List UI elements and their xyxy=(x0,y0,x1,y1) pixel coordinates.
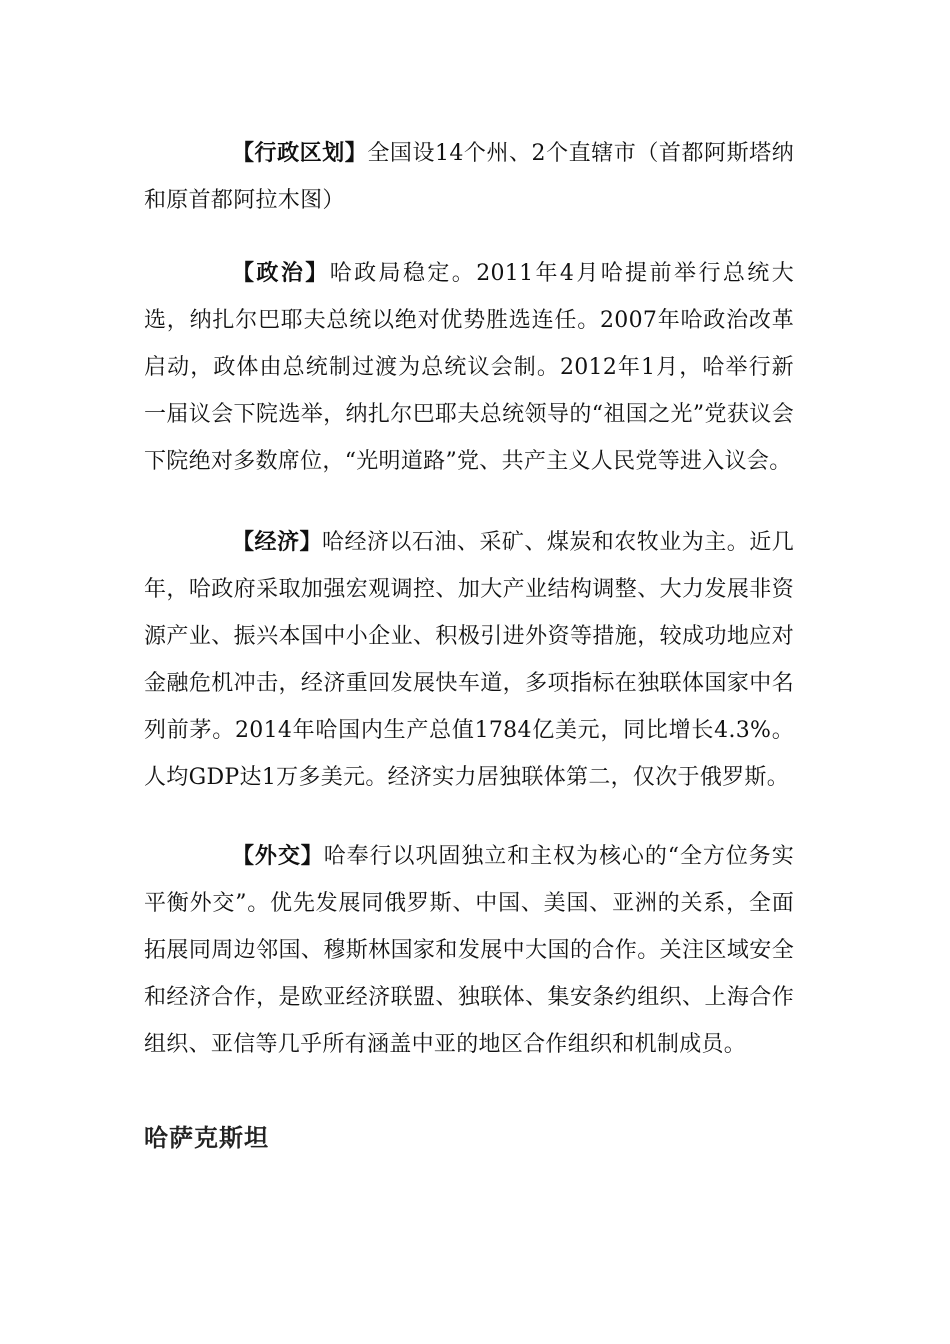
section-politics xyxy=(144,250,794,485)
section-foreign-affairs xyxy=(144,833,794,1068)
section-administrative-divisions xyxy=(144,130,794,224)
section-body: 全国设14个州、2个直辖市（首都阿斯塔纳和原首都阿拉木图） xyxy=(144,141,794,213)
section-body: 哈奉行以巩固独立和主权为核心的“全方位务实平衡外交”。优先发展同俄罗斯、中国、美国、亚洲的关系，全面拓展同周边邻国、穆斯林国家和发展中大国的合作。关注区域安全和经济合作，是欧亚经济联盟、独联体、集安条约组织、上海合作组织、亚信等几乎所有涵盖中亚的地区合作组织和机制成员。 xyxy=(144,844,794,1057)
section-heading: 【外交】 xyxy=(232,843,324,869)
section-heading: 【政治】 xyxy=(232,260,330,286)
section-economy xyxy=(144,519,794,801)
section-heading: 【行政区划】 xyxy=(232,140,368,166)
section-body: 哈政局稳定。2011年4月哈提前举行总统大选，纳扎尔巴耶夫总统以绝对优势胜选连任。2007年哈政治改革启动，政体由总统制过渡为总统议会制。2012年1月，哈举行新一届议会下院选举，纳扎尔巴耶夫总统领导的“祖国之光”党获议会下院绝对多数席位，“光明道路”党、共产主义人民党等进入议会。 xyxy=(144,261,794,474)
section-heading: 【经济】 xyxy=(232,529,322,555)
section-body: 哈经济以石油、采矿、煤炭和农牧业为主。近几年，哈政府采取加强宏观调控、加大产业结构调整、大力发展非资源产业、振兴本国中小企业、积极引进外资等措施，较成功地应对金融危机冲击，经济重回发展快车道，多项指标在独联体国家中名列前茅。2014年哈国内生产总值1784亿美元，同比增长4.3%。人均GDP达1万多美元。经济实力居独联体第二，仅次于俄罗斯。 xyxy=(144,530,794,790)
country-title: 哈萨克斯坦 xyxy=(144,1124,269,1152)
